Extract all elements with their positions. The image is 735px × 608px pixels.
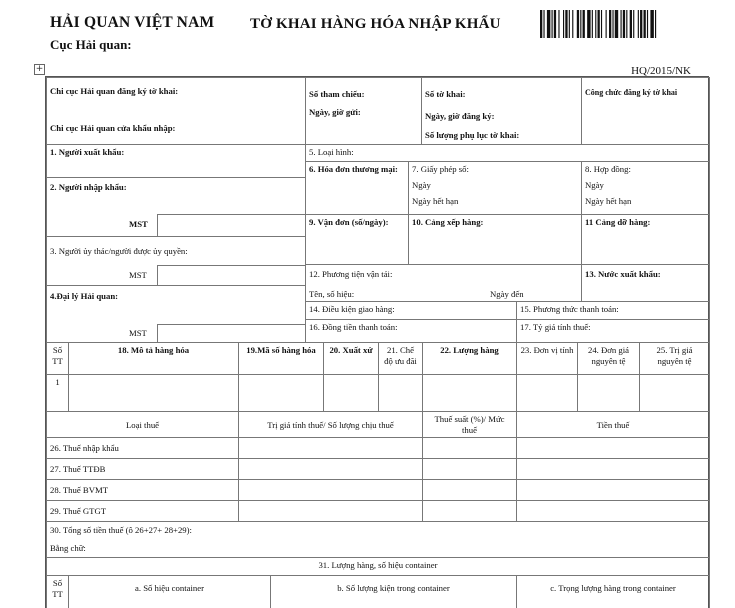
goods-cell-mo-ta[interactable]: [68, 374, 239, 412]
tax-cell-tien-thue[interactable]: [516, 458, 710, 480]
goods-col-xuat-xu: 20. Xuất xứ: [323, 342, 379, 375]
tong-so-box: [46, 521, 710, 558]
tax-row-label: 26. Thuế nhập khẩu: [46, 437, 239, 459]
giay-phep-ngay-label: Ngày: [412, 179, 431, 190]
goods-col-luong-hang: 22. Lượng hàng: [422, 342, 517, 375]
mst-label: MST: [129, 219, 148, 229]
goods-cell-che-do[interactable]: [378, 374, 423, 412]
nguoi-nhap-khau-mst-input[interactable]: [157, 214, 306, 237]
mst-label: MST: [129, 328, 147, 338]
van-don-label: 9. Vận đơn (số/ngày):: [309, 217, 389, 227]
declaration-number-box: [421, 77, 582, 145]
goods-col-don-vi-tinh: 23. Đơn vị tính: [516, 342, 578, 375]
reference-box: [305, 77, 422, 145]
goods-cell-don-vi-tinh[interactable]: [516, 374, 578, 412]
nuoc-xuat-khau-label: 13. Nước xuất khẩu:: [585, 269, 661, 279]
nguoi-xuat-khau-label: 1. Người xuất khẩu:: [50, 147, 125, 157]
nguoi-nhap-khau-box: [46, 177, 306, 237]
container-col-so-luong-kien: b. Số lượng kiện trong container: [270, 575, 517, 608]
tax-cell-tien-thue[interactable]: [516, 500, 710, 522]
tax-cell-tri-gia[interactable]: [238, 500, 423, 522]
container-col-so-hieu: a. Số hiệu container: [68, 575, 271, 608]
so-luong-phu-luc-label: Số lượng phụ lục tờ khai:: [425, 130, 520, 140]
tax-cell-tien-thue[interactable]: [516, 437, 710, 459]
goods-col-ma-so: 19.Mã số hàng hóa: [238, 342, 324, 375]
goods-cell-ma-so[interactable]: [238, 374, 324, 412]
dong-tien-label: 16. Đồng tiền thanh toán:: [309, 322, 398, 332]
nguoi-xuat-khau-box: [46, 144, 306, 178]
so-to-khai-label: Số tờ khai:: [425, 89, 466, 99]
phuong-tien-box: [305, 264, 582, 302]
hop-dong-ngay-label: Ngày: [585, 179, 604, 190]
giay-phep-ngay-het-han-label: Ngày hết hạn: [412, 195, 459, 206]
tax-cell-thue-suat[interactable]: [422, 500, 517, 522]
cong-chuc-label: Công chức đăng ký tờ khai: [585, 88, 678, 97]
tax-cell-tri-gia[interactable]: [238, 479, 423, 501]
dai-ly-box: [46, 285, 306, 343]
nuoc-xuat-khau-box: [581, 264, 710, 302]
nguoi-uy-thac-mst-input[interactable]: [157, 265, 306, 286]
goods-col-mo-ta: 18. Mô tả hàng hóa: [68, 342, 239, 375]
document-title: TỜ KHAI HÀNG HÓA NHẬP KHẨU: [250, 16, 501, 32]
nguoi-uy-thac-label: 3. Người ủy thác/người được ủy quyền:: [50, 246, 188, 256]
tax-col-thue-suat: Thuế suất (%)/ Mức thuế: [422, 411, 517, 438]
container-col-trong-luong: c. Trọng lượng hàng trong container: [516, 575, 710, 608]
cang-xep-label: 10. Cảng xếp hàng:: [412, 217, 484, 227]
nguoi-nhap-khau-label: 2. Người nhập khẩu:: [50, 182, 127, 192]
mst-label: MST: [129, 270, 147, 280]
ngay-gio-gui-label: Ngày, giờ gửi:: [309, 107, 361, 117]
hoa-don-box: [305, 161, 409, 215]
loai-hinh-box: [305, 144, 710, 162]
tax-cell-tien-thue[interactable]: [516, 479, 710, 501]
chi-cuc-dang-ky-label: Chi cục Hải quan đăng ký tờ khai:: [50, 86, 179, 96]
goods-cell-xuat-xu[interactable]: [323, 374, 379, 412]
tong-so-label: 30. Tổng số tiền thuế (ô 26+27+ 28+29):: [50, 525, 192, 535]
goods-cell-tri-gia[interactable]: [639, 374, 710, 412]
goods-col-che-do-uu-dai: 21. Chế độ ưu đãi: [378, 342, 423, 375]
tax-col-loai-thue: Loại thuế: [46, 411, 239, 438]
dai-ly-label: 4.Đại lý Hải quan:: [50, 291, 119, 301]
goods-cell-don-gia[interactable]: [577, 374, 640, 412]
hop-dong-label: 8. Hợp đồng:: [585, 164, 631, 174]
cang-do-label: 11 Cảng dỡ hàng:: [585, 217, 651, 227]
goods-col-stt: Số TT: [46, 342, 69, 375]
goods-col-don-gia: 24. Đơn giá nguyên tệ: [577, 342, 640, 375]
move-icon[interactable]: +: [35, 64, 44, 74]
nguoi-uy-thac-box: [46, 236, 306, 286]
declaration-form: [45, 76, 709, 608]
cang-xep-box: [408, 214, 582, 265]
ty-gia-box: [516, 319, 710, 343]
ngay-den-label: Ngày đến: [490, 289, 524, 299]
van-don-box: [305, 214, 409, 265]
hop-dong-box: [581, 161, 710, 215]
container-col-stt: Số TT: [46, 575, 69, 608]
dieu-kien-giao-label: 14. Điều kiện giao hàng:: [309, 304, 395, 314]
tax-cell-tri-gia[interactable]: [238, 458, 423, 480]
hop-dong-ngay-het-han-label: Ngày hết hạn: [585, 195, 632, 206]
goods-cell-luong-hang[interactable]: [422, 374, 517, 412]
chi-cuc-box: [46, 77, 306, 145]
giay-phep-label: 7. Giấy phép số:: [412, 164, 469, 174]
loai-hinh-label: 5. Loại hình:: [309, 147, 354, 157]
chi-cuc-cua-khau-label: Chi cục Hải quan cửa khẩu nhập:: [50, 123, 176, 133]
form-code: HQ/2015/NK: [631, 65, 691, 77]
hoa-don-label: 6. Hóa đơn thương mại:: [309, 164, 398, 174]
tax-cell-thue-suat[interactable]: [422, 437, 517, 459]
ngay-gio-dang-ky-label: Ngày, giờ đăng ký:: [425, 111, 495, 121]
barcode-icon: [540, 10, 692, 38]
cang-do-box: [581, 214, 710, 265]
dieu-kien-giao-box: [305, 301, 517, 320]
department-label: Cục Hải quan:: [50, 37, 132, 52]
giay-phep-box: [408, 161, 582, 215]
cong-chuc-box: [581, 77, 710, 145]
ty-gia-label: 17. Tỷ giá tính thuế:: [520, 322, 591, 332]
phuong-thuc-tt-box: [516, 301, 710, 320]
tax-cell-thue-suat[interactable]: [422, 479, 517, 501]
dong-tien-box: [305, 319, 517, 343]
tax-cell-tri-gia[interactable]: [238, 437, 423, 459]
so-tham-chieu-label: Số tham chiếu:: [309, 89, 365, 99]
phuong-thuc-tt-label: 15. Phương thức thanh toán:: [520, 304, 619, 314]
goods-col-tri-gia: 25. Trị giá nguyên tệ: [639, 342, 710, 375]
container-section-title: 31. Lượng hàng, số hiệu container: [46, 557, 710, 576]
tax-row-label: 28. Thuế BVMT: [46, 479, 239, 501]
tax-col-tien-thue: Tiền thuế: [516, 411, 710, 438]
ten-so-hieu-label: Tên, số hiệu:: [309, 289, 355, 299]
org-name: HẢI QUAN VIỆT NAM: [50, 14, 215, 31]
tax-cell-thue-suat[interactable]: [422, 458, 517, 480]
dai-ly-mst-input[interactable]: [157, 324, 306, 343]
tax-col-tri-gia: Trị giá tính thuế/ Số lượng chịu thuế: [238, 411, 423, 438]
bang-chu-label: Bằng chữ:: [50, 543, 86, 553]
tax-row-label: 27. Thuế TTĐB: [46, 458, 239, 480]
phuong-tien-label: 12. Phương tiện vận tải:: [309, 269, 393, 279]
header-left: [50, 14, 214, 53]
tax-row-label: 29. Thuế GTGT: [46, 500, 239, 522]
goods-row-number: 1: [46, 374, 69, 412]
